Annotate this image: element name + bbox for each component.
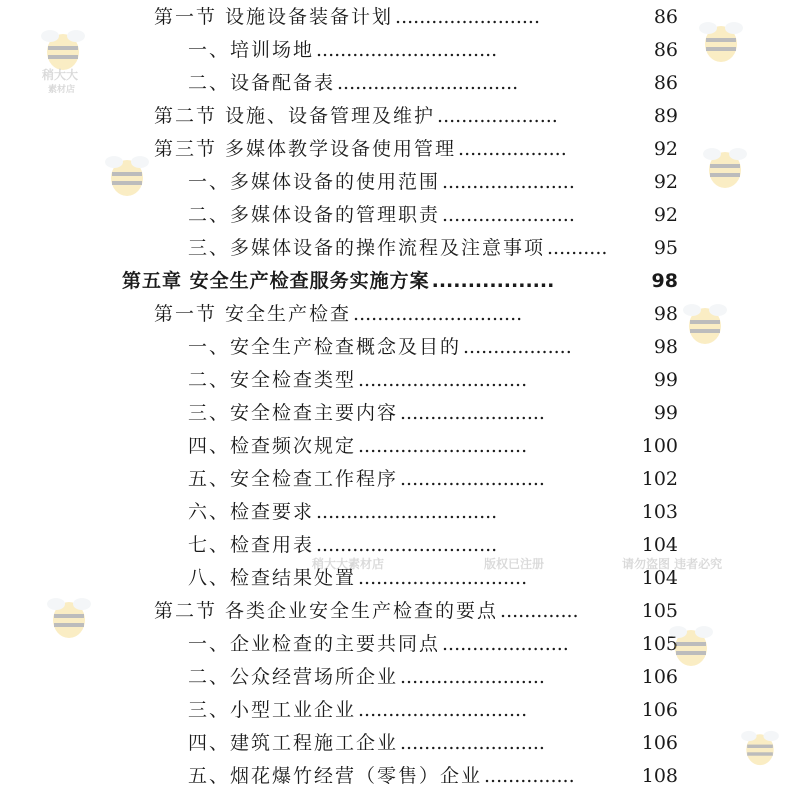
toc-leader-dots: ........................: [400, 402, 545, 424]
toc-entry: [188, 332, 572, 362]
watermark-logo-text: 稍大大: [42, 68, 79, 82]
toc-page-number: 99: [653, 369, 678, 391]
toc-page-number: 105: [641, 633, 678, 655]
toc-leader-dots: .....................: [442, 633, 569, 655]
toc-entry: [154, 2, 540, 32]
toc-section-row[interactable]: [0, 299, 800, 329]
toc-leader-dots: ...............: [484, 765, 575, 787]
toc-page-number: 103: [641, 501, 678, 523]
toc-entry: [188, 200, 575, 230]
toc-entry-title: 四、检查频次规定: [188, 435, 357, 457]
toc-leader-dots: ............................: [353, 303, 523, 325]
toc-entry-title: 二、安全检查类型: [188, 369, 357, 391]
toc-entry-title: 三、小型工业企业: [188, 699, 357, 721]
toc-page-number: 98: [653, 303, 678, 325]
toc-item-row[interactable]: [0, 68, 800, 98]
toc-page-number: 105: [641, 600, 678, 622]
toc-entry: [188, 398, 545, 428]
toc-entry: [188, 563, 527, 593]
toc-item-row[interactable]: [0, 563, 800, 593]
toc-leader-dots: ..................: [463, 336, 572, 358]
toc-item-row[interactable]: [0, 167, 800, 197]
toc-entry: [154, 134, 567, 164]
toc-item-row[interactable]: [0, 332, 800, 362]
toc-page-number: 86: [653, 39, 678, 61]
toc-page-number: 104: [641, 534, 678, 556]
toc-entry-title: 第五章 安全生产检查服务实施方案: [122, 270, 430, 292]
toc-item-row[interactable]: [0, 695, 800, 725]
toc-item-row[interactable]: [0, 530, 800, 560]
toc-page-number: 106: [641, 732, 678, 754]
toc-entry: [188, 35, 497, 65]
toc-item-row[interactable]: [0, 662, 800, 692]
toc-leader-dots: ............................: [358, 567, 528, 589]
toc-entry: [188, 497, 497, 527]
toc-leader-dots: ............................: [358, 699, 528, 721]
toc-entry: [188, 695, 527, 725]
toc-entry-title: 二、设备配备表: [188, 72, 336, 94]
toc-leader-dots: ........................: [400, 666, 545, 688]
toc-page-number: 99: [653, 402, 678, 424]
toc-leader-dots: .................: [431, 270, 555, 292]
toc-entry-title: 一、多媒体设备的使用范围: [188, 171, 441, 193]
toc-page-number: 104: [641, 567, 678, 589]
toc-entry-title: 五、烟花爆竹经营（零售）企业: [188, 765, 483, 787]
toc-entry-title: 八、检查结果处置: [188, 567, 357, 589]
toc-entry: [188, 233, 607, 263]
toc-entry-title: 第二节 各类企业安全生产检查的要点: [154, 600, 499, 622]
toc-entry-title: 一、企业检查的主要共同点: [188, 633, 441, 655]
toc-section-row[interactable]: [0, 2, 800, 32]
toc-leader-dots: ..............................: [316, 501, 498, 523]
watermark-notice: 请勿盗图 违者必究: [622, 557, 723, 571]
toc-entry: [188, 464, 545, 494]
toc-page-number: 108: [641, 765, 678, 787]
toc-item-row[interactable]: [0, 200, 800, 230]
toc-leader-dots: ......................: [442, 171, 575, 193]
toc-entry: [188, 530, 497, 560]
watermark-notice: 稍大大素材店: [312, 557, 385, 571]
toc-page-number: 98: [653, 336, 678, 358]
toc-leader-dots: ............................: [358, 369, 528, 391]
toc-entry: [122, 266, 554, 296]
toc-entry-title: 五、安全检查工作程序: [188, 468, 399, 490]
toc-leader-dots: ..............................: [337, 72, 519, 94]
toc-leader-dots: ..............................: [316, 39, 498, 61]
toc-leader-dots: ........................: [395, 6, 540, 28]
toc-page-number: 106: [641, 699, 678, 721]
toc-item-row[interactable]: [0, 497, 800, 527]
toc-section-row[interactable]: [0, 134, 800, 164]
toc-item-row[interactable]: [0, 728, 800, 758]
toc-leader-dots: ..............................: [316, 534, 498, 556]
toc-item-row[interactable]: [0, 431, 800, 461]
watermark-logo-subtext: 素材店: [48, 85, 76, 95]
toc-item-row[interactable]: [0, 365, 800, 395]
toc-leader-dots: ....................: [437, 105, 558, 127]
toc-entry-title: 第二节 设施、设备管理及维护: [154, 105, 436, 127]
toc-entry: [154, 299, 522, 329]
toc-page-number: 86: [653, 72, 678, 94]
toc-page-number: 106: [641, 666, 678, 688]
watermark-notice: 版权已注册: [484, 557, 545, 571]
toc-entry: [188, 728, 545, 758]
toc-page-number: 102: [641, 468, 678, 490]
toc-leader-dots: ..........: [547, 237, 608, 259]
toc-item-row[interactable]: [0, 464, 800, 494]
toc-entry-title: 三、安全检查主要内容: [188, 402, 399, 424]
toc-entry-title: 一、培训场地: [188, 39, 315, 61]
toc-entry-title: 四、建筑工程施工企业: [188, 732, 399, 754]
toc-chapter-row[interactable]: [0, 266, 800, 296]
toc-leader-dots: ..................: [458, 138, 567, 160]
toc-entry-title: 六、检查要求: [188, 501, 315, 523]
toc-entry: [188, 662, 545, 692]
toc-item-row[interactable]: [0, 35, 800, 65]
toc-entry-title: 七、检查用表: [188, 534, 315, 556]
toc-leader-dots: ......................: [442, 204, 575, 226]
toc-entry-title: 二、公众经营场所企业: [188, 666, 399, 688]
toc-item-row[interactable]: [0, 398, 800, 428]
toc-entry-title: 第一节 设施设备装备计划: [154, 6, 394, 28]
toc-section-row[interactable]: [0, 596, 800, 626]
toc-page-number: 92: [653, 204, 678, 226]
toc-entry: [188, 365, 527, 395]
toc-leader-dots: .............: [500, 600, 579, 622]
toc-section-row[interactable]: [0, 101, 800, 131]
toc-entry-title: 第三节 多媒体教学设备使用管理: [154, 138, 457, 160]
toc-item-row[interactable]: [0, 233, 800, 263]
toc-entry-title: 二、多媒体设备的管理职责: [188, 204, 441, 226]
toc-page-number: 89: [653, 105, 678, 127]
toc-page-number: 92: [653, 171, 678, 193]
toc-item-row[interactable]: [0, 629, 800, 659]
toc-leader-dots: ........................: [400, 732, 545, 754]
toc-entry: [188, 431, 527, 461]
toc-page-number: 98: [651, 270, 678, 292]
toc-entry: [188, 68, 518, 98]
toc-entry-title: 第一节 安全生产检查: [154, 303, 352, 325]
toc-entry: [188, 761, 575, 791]
toc-entry: [188, 167, 575, 197]
toc-entry-title: 一、安全生产检查概念及目的: [188, 336, 462, 358]
toc-leader-dots: ........................: [400, 468, 545, 490]
toc-item-row[interactable]: [0, 761, 800, 791]
toc-page-number: 86: [653, 6, 678, 28]
toc-entry: [154, 101, 558, 131]
toc-leader-dots: ............................: [358, 435, 528, 457]
toc-entry: [154, 596, 579, 626]
toc-page-number: 92: [653, 138, 678, 160]
toc-page-number: 95: [653, 237, 678, 259]
toc-page-number: 100: [641, 435, 678, 457]
toc-entry: [188, 629, 569, 659]
toc-entry-title: 三、多媒体设备的操作流程及注意事项: [188, 237, 546, 259]
